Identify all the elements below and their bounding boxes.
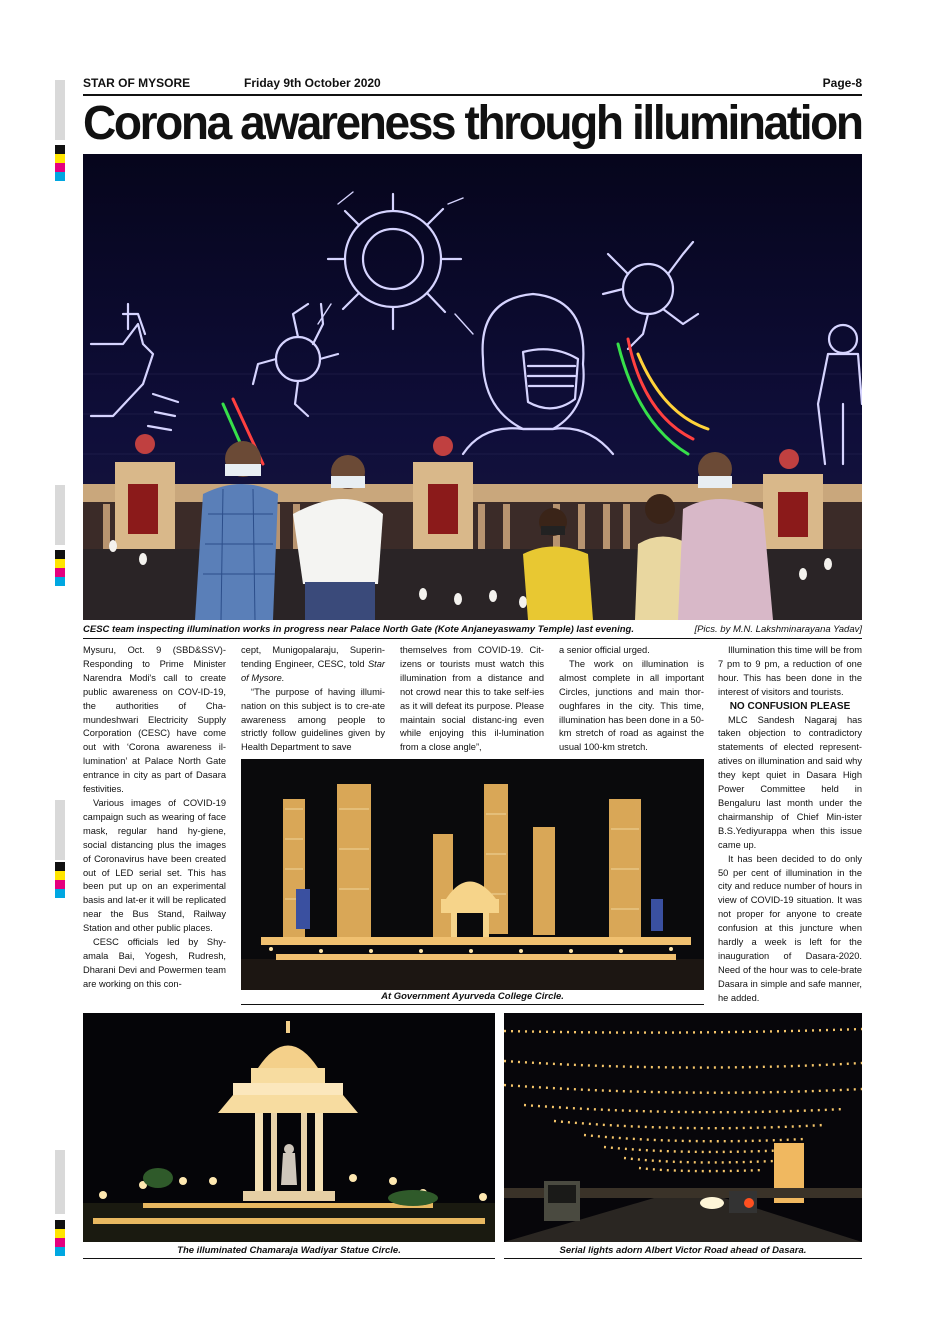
registration-mark [55, 1220, 65, 1256]
newspaper-name: STAR OF MYSORE [83, 76, 191, 90]
registration-gray-bar [55, 1150, 65, 1214]
article-paragraph: Various images of COVID-19 campaign such as wearing of face mask, regular hand hy-giene, social distancing plus the images of Coronavirus have been created out of LED serial set. This has been put up on an experimental basis and lat-er it will be replicated near the Bus Stand, Railway Station and other public places. [83, 797, 226, 934]
article-column-4 [559, 644, 704, 755]
registration-mark [55, 145, 65, 181]
registration-gray-bar [55, 80, 65, 140]
middle-photo-caption: At Government Ayurveda College Circle. [381, 991, 564, 1002]
masthead [83, 76, 862, 92]
publication-name: Star of Mysore. [241, 658, 385, 683]
registration-mark [55, 550, 65, 586]
bottom-right-photo-albert-victor-road [504, 1013, 862, 1242]
article-column-2 [241, 644, 385, 755]
middle-photo-ayurveda-circle [241, 759, 704, 990]
article-paragraph: a senior official urged. [559, 645, 650, 655]
registration-gray-bar [55, 800, 65, 860]
bottom-right-photo-caption: Serial lights adorn Albert Victor Road ahead of Dasara. [559, 1245, 807, 1256]
main-photo-caption [83, 624, 862, 636]
article-text: cept, Munigopalaraju, Superin-tending Engineer, CESC, told [241, 645, 385, 669]
article-paragraph: It has been decided to do only 50 per cent of illumination in the city and reduce number of hours in view of COVID-19 situation. It was not proper for anyone to create confusion at this juncture when hardly a week is left for the inauguration of Dasara-2020. Need of the hour was to cele-brate Dasara in simple and safe manner, he added. [718, 853, 862, 1003]
article-paragraph: CESC officials led by Shy-amala Bai, Yogesh, Rudresh, Dharani Devi and Powermen team are working on this con- [83, 937, 226, 989]
bottom-left-photo-chamaraja-circle [83, 1013, 495, 1242]
article-subhead: NO CONFUSION PLEASE [729, 700, 851, 712]
article-paragraph: MLC Sandesh Nagaraj has taken objection to contradictory statements of elected represent-atives on illumination and said why they kept quiet in Dasara High Power Committee held in Bengaluru last month under the chairmanship of Chief Min-ister B.S.Yediyurappa when this issue came up. [718, 714, 862, 850]
article-paragraph: Illumination this time will be from 7 pm to 9 pm, a reduction of one hour. This has been done in the interest of visitors and tourists. [718, 645, 862, 697]
registration-gray-bar [55, 485, 65, 545]
page-number: Page-8 [822, 76, 862, 90]
article-paragraph [241, 644, 385, 686]
article-column-5 [718, 644, 862, 1006]
article-column-1 [83, 644, 226, 992]
article-paragraph: Mysuru, Oct. 9 (SBD&SSV)- Responding to Prime Minister Narendra Modi's call to create public awareness on COV-ID-19, the authorities of Cha-mundeshwari Electricity Supply Corporation (CESC) have come out with ‘Corona awareness il-lumination’ at Palace North Gate entrance in city as part of Dasara festivities. [83, 645, 226, 795]
article-paragraph: themselves from COVID-19. Cit-izens or tourists must watch this illumination from a distance and not crowd near this to take self-ies as it will defeat its purpose. Please maintain social distanc-ing even while enjoying this il-lumination from a close angle”, [400, 645, 544, 753]
main-caption-text: CESC team inspecting illumination works in progress near Palace North Gate (Kote Anjaneyaswamy Temple) last evening. [83, 624, 634, 635]
photo-credit: [Pics. by M.N. Lakshminarayana Yadav] [694, 624, 862, 635]
bottom-left-photo-caption: The illuminated Chamaraja Wadiyar Statue Circle. [177, 1245, 401, 1256]
caption-rule [504, 1258, 862, 1259]
issue-date: Friday 9th October 2020 [244, 76, 381, 90]
main-photo-corona-illumination [83, 154, 862, 620]
article-column-3 [400, 644, 544, 755]
caption-rule [83, 638, 862, 639]
article-paragraph: “The purpose of having illumi-nation on this subject is to cre-ate awareness among people to strictly follow guidelines given by Health Department to save [241, 686, 385, 753]
registration-mark [55, 862, 65, 898]
caption-rule [241, 1004, 704, 1005]
article-paragraph: The work on illumination is almost complete in all important Circles, junctions and main thor-oughfares in the city. This time, illumination has been done in a 50-km stretch of road as against the usual 100-km stretch. [559, 658, 704, 753]
page-headline: Corona awareness through illumination [83, 97, 862, 150]
caption-rule [83, 1258, 495, 1259]
